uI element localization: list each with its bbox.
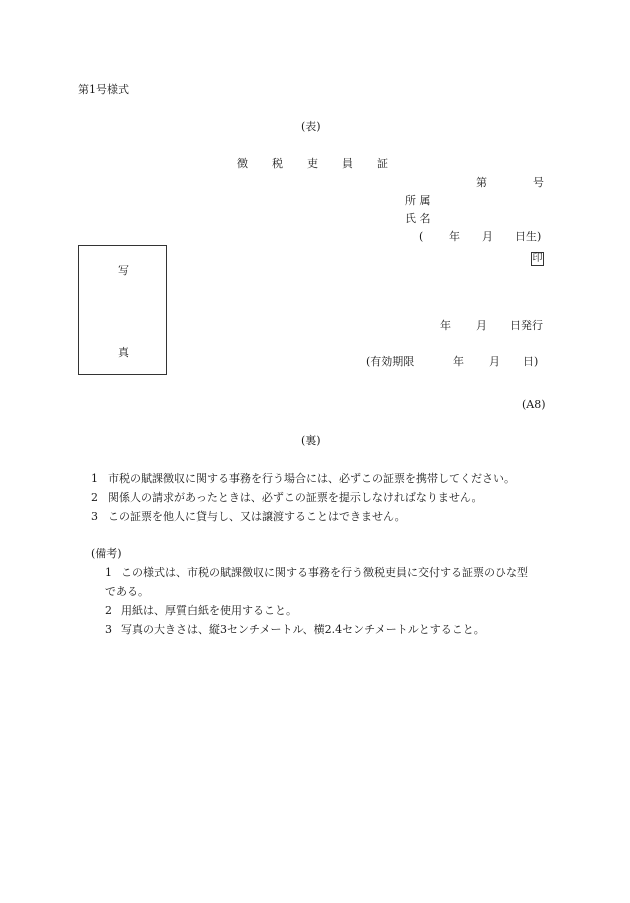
number-prefix: 第: [476, 176, 487, 189]
validity-month: 月: [489, 355, 500, 368]
name-label: 氏 名: [405, 212, 431, 225]
paper-size: (A8): [522, 398, 546, 411]
issue-year: 年: [440, 319, 451, 332]
birth-day: 日生): [515, 230, 542, 243]
front-heading: (表): [301, 120, 321, 133]
number-suffix: 号: [533, 176, 544, 189]
list-item: 用紙は、厚質白紙を使用すること。: [121, 604, 297, 617]
issue-day: 日発行: [510, 319, 543, 332]
birth-open: (: [419, 230, 424, 243]
list-item: 関係人の請求があったときは、必ずこの証票を提示しなければなりません。: [108, 491, 483, 504]
card-title-char: 証: [377, 157, 388, 170]
card-title-char: 徴: [237, 157, 248, 170]
validity-year: 年: [453, 355, 464, 368]
photo-label-char: 写: [118, 264, 129, 277]
list-item-number: 1: [105, 566, 112, 579]
list-item: 写真の大きさは、縦3センチメートル、横2.4センチメートルとすること。: [121, 623, 485, 636]
list-item-number: 3: [105, 623, 112, 636]
card-title-char: 員: [342, 157, 353, 170]
photo-label-char: 真: [118, 346, 129, 359]
card-title-char: 吏: [307, 157, 318, 170]
list-item-continuation: である。: [105, 585, 149, 598]
back-heading: (裏): [301, 434, 321, 447]
validity-label: (有効期限: [366, 355, 415, 368]
list-item: この証票を他人に貸与し、又は譲渡することはできません。: [108, 510, 406, 523]
birth-month: 月: [482, 230, 493, 243]
card-title-char: 税: [272, 157, 283, 170]
list-item: 市税の賦課徴収に関する事務を行う場合には、必ずこの証票を携帯してください。: [108, 472, 515, 485]
list-item-number: 2: [91, 491, 98, 504]
form-number: 第1号様式: [78, 83, 129, 96]
affiliation-label: 所 属: [405, 194, 431, 207]
birth-year: 年: [449, 230, 460, 243]
list-item: この様式は、市税の賦課徴収に関する事務を行う徴税吏員に交付する証票のひな型: [121, 566, 528, 579]
list-item-number: 3: [91, 510, 98, 523]
list-item-number: 1: [91, 472, 98, 485]
validity-day: 日): [523, 355, 539, 368]
seal-mark: 印: [532, 253, 543, 264]
remarks-heading: (備考): [91, 547, 122, 560]
issue-month: 月: [476, 319, 487, 332]
list-item-number: 2: [105, 604, 112, 617]
